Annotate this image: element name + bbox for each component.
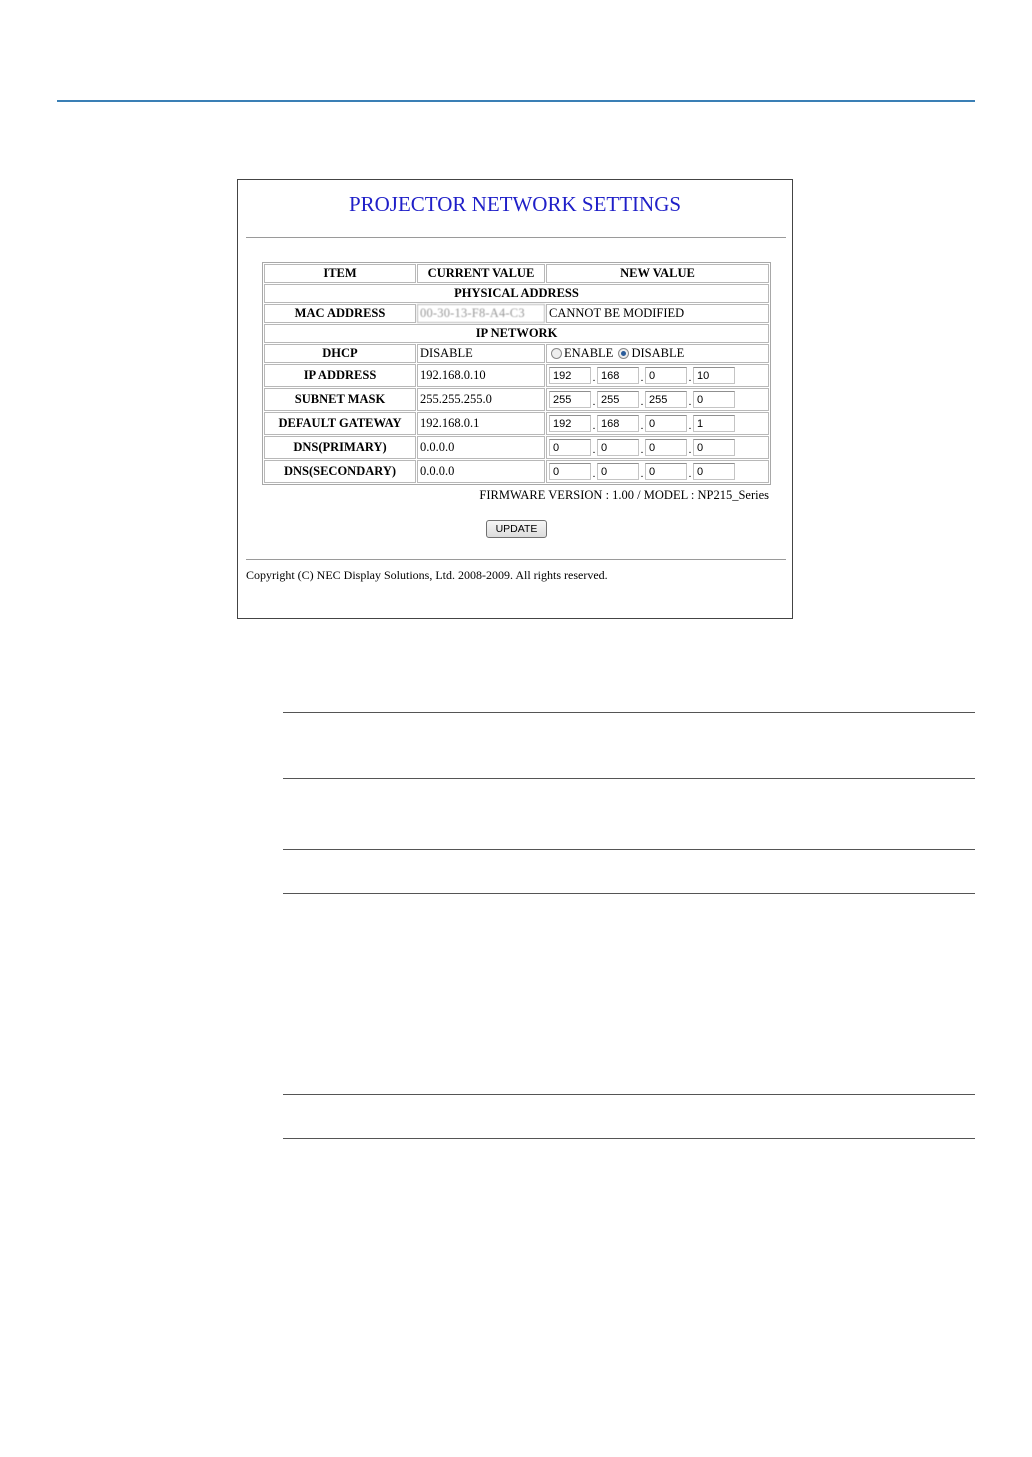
dns-primary-octet-1[interactable]: 0 xyxy=(549,439,591,456)
dhcp-options xyxy=(546,344,769,363)
divider-rule xyxy=(283,712,975,713)
title-divider xyxy=(246,237,786,238)
dhcp-disable-label: DISABLE xyxy=(631,346,685,360)
divider-rule xyxy=(283,849,975,850)
dns-secondary-octet-3[interactable]: 0 xyxy=(645,463,687,480)
page-title: PROJECTOR NETWORK SETTINGS xyxy=(348,192,682,216)
octet-separator: . xyxy=(688,372,692,384)
subnet-mask-octet-3[interactable]: 255 xyxy=(645,391,687,408)
ip-address-octet-2[interactable]: 168 xyxy=(597,367,639,384)
mac-address-current: 00-30-13-F8-A4-C3 xyxy=(417,304,545,323)
subnet-mask-current: 255.255.255.0 xyxy=(417,388,545,411)
copyright-text: Copyright (C) NEC Display Solutions, Ltd. 2008-2009. All rights reserved. xyxy=(246,568,608,582)
section-physical-address: PHYSICAL ADDRESS xyxy=(264,284,769,303)
subnet-mask-label: SUBNET MASK xyxy=(264,388,416,411)
dhcp-disable-radio[interactable] xyxy=(618,348,629,359)
table-row-dhcp xyxy=(264,344,769,363)
header-new-value: NEW VALUE xyxy=(546,264,769,283)
section-ip-network: IP NETWORK xyxy=(264,324,769,343)
subnet-mask-octet-2[interactable]: 255 xyxy=(597,391,639,408)
subnet-mask-octet-1[interactable]: 255 xyxy=(549,391,591,408)
ip-address-octet-1[interactable]: 192 xyxy=(549,367,591,384)
network-settings-table xyxy=(262,262,771,485)
octet-separator: . xyxy=(640,396,644,408)
table-row-mac xyxy=(264,304,769,323)
mac-address-label: MAC ADDRESS xyxy=(264,304,416,323)
section-row-physical xyxy=(264,284,769,303)
default-gateway-octet-4[interactable]: 1 xyxy=(693,415,735,432)
section-row-ip xyxy=(264,324,769,343)
dhcp-current: DISABLE xyxy=(417,344,545,363)
default-gateway-inputs xyxy=(546,412,769,435)
divider-rule xyxy=(283,893,975,894)
octet-separator: . xyxy=(640,468,644,480)
dns-primary-label: DNS(PRIMARY) xyxy=(264,436,416,459)
dhcp-label: DHCP xyxy=(264,344,416,363)
octet-separator: . xyxy=(592,396,596,408)
ip-address-current: 192.168.0.10 xyxy=(417,364,545,387)
octet-separator: . xyxy=(592,468,596,480)
header-current-value: CURRENT VALUE xyxy=(417,264,545,283)
dns-secondary-current: 0.0.0.0 xyxy=(417,460,545,483)
octet-separator: . xyxy=(640,372,644,384)
divider-rule xyxy=(283,1094,975,1095)
ip-address-label: IP ADDRESS xyxy=(264,364,416,387)
dns-primary-octet-4[interactable]: 0 xyxy=(693,439,735,456)
dns-primary-octet-2[interactable]: 0 xyxy=(597,439,639,456)
projector-network-settings-window xyxy=(237,179,793,619)
dhcp-enable-radio[interactable] xyxy=(551,348,562,359)
ip-address-inputs xyxy=(546,364,769,387)
ip-address-octet-4[interactable]: 10 xyxy=(693,367,735,384)
dns-primary-current: 0.0.0.0 xyxy=(417,436,545,459)
subnet-mask-inputs xyxy=(546,388,769,411)
dns-secondary-inputs xyxy=(546,460,769,483)
dns-secondary-octet-4[interactable]: 0 xyxy=(693,463,735,480)
subnet-mask-octet-4[interactable]: 0 xyxy=(693,391,735,408)
footer-divider xyxy=(246,559,786,560)
octet-separator: . xyxy=(688,396,692,408)
dns-secondary-label: DNS(SECONDARY) xyxy=(264,460,416,483)
octet-separator: . xyxy=(592,420,596,432)
octet-separator: . xyxy=(592,444,596,456)
header-rule xyxy=(57,100,975,102)
dns-secondary-octet-1[interactable]: 0 xyxy=(549,463,591,480)
octet-separator: . xyxy=(688,468,692,480)
default-gateway-octet-3[interactable]: 0 xyxy=(645,415,687,432)
default-gateway-octet-2[interactable]: 168 xyxy=(597,415,639,432)
dns-secondary-octet-2[interactable]: 0 xyxy=(597,463,639,480)
dns-primary-inputs xyxy=(546,436,769,459)
default-gateway-label: DEFAULT GATEWAY xyxy=(264,412,416,435)
octet-separator: . xyxy=(688,444,692,456)
mac-address-new: CANNOT BE MODIFIED xyxy=(546,304,769,323)
table-row-dns-secondary xyxy=(264,460,769,483)
divider-rule xyxy=(283,1138,975,1139)
table-row-default-gateway xyxy=(264,412,769,435)
dhcp-enable-label: ENABLE xyxy=(564,346,614,360)
ip-address-octet-3[interactable]: 0 xyxy=(645,367,687,384)
update-button[interactable]: UPDATE xyxy=(486,520,547,538)
default-gateway-current: 192.168.0.1 xyxy=(417,412,545,435)
table-row-dns-primary xyxy=(264,436,769,459)
octet-separator: . xyxy=(592,372,596,384)
table-row-ip-address xyxy=(264,364,769,387)
default-gateway-octet-1[interactable]: 192 xyxy=(549,415,591,432)
firmware-version: FIRMWARE VERSION : 1.00 / MODEL : NP215_Series xyxy=(479,488,769,502)
dns-primary-octet-3[interactable]: 0 xyxy=(645,439,687,456)
header-item: ITEM xyxy=(264,264,416,283)
table-header-row xyxy=(264,264,769,283)
table-row-subnet-mask xyxy=(264,388,769,411)
octet-separator: . xyxy=(688,420,692,432)
octet-separator: . xyxy=(640,420,644,432)
divider-rule xyxy=(283,778,975,779)
octet-separator: . xyxy=(640,444,644,456)
